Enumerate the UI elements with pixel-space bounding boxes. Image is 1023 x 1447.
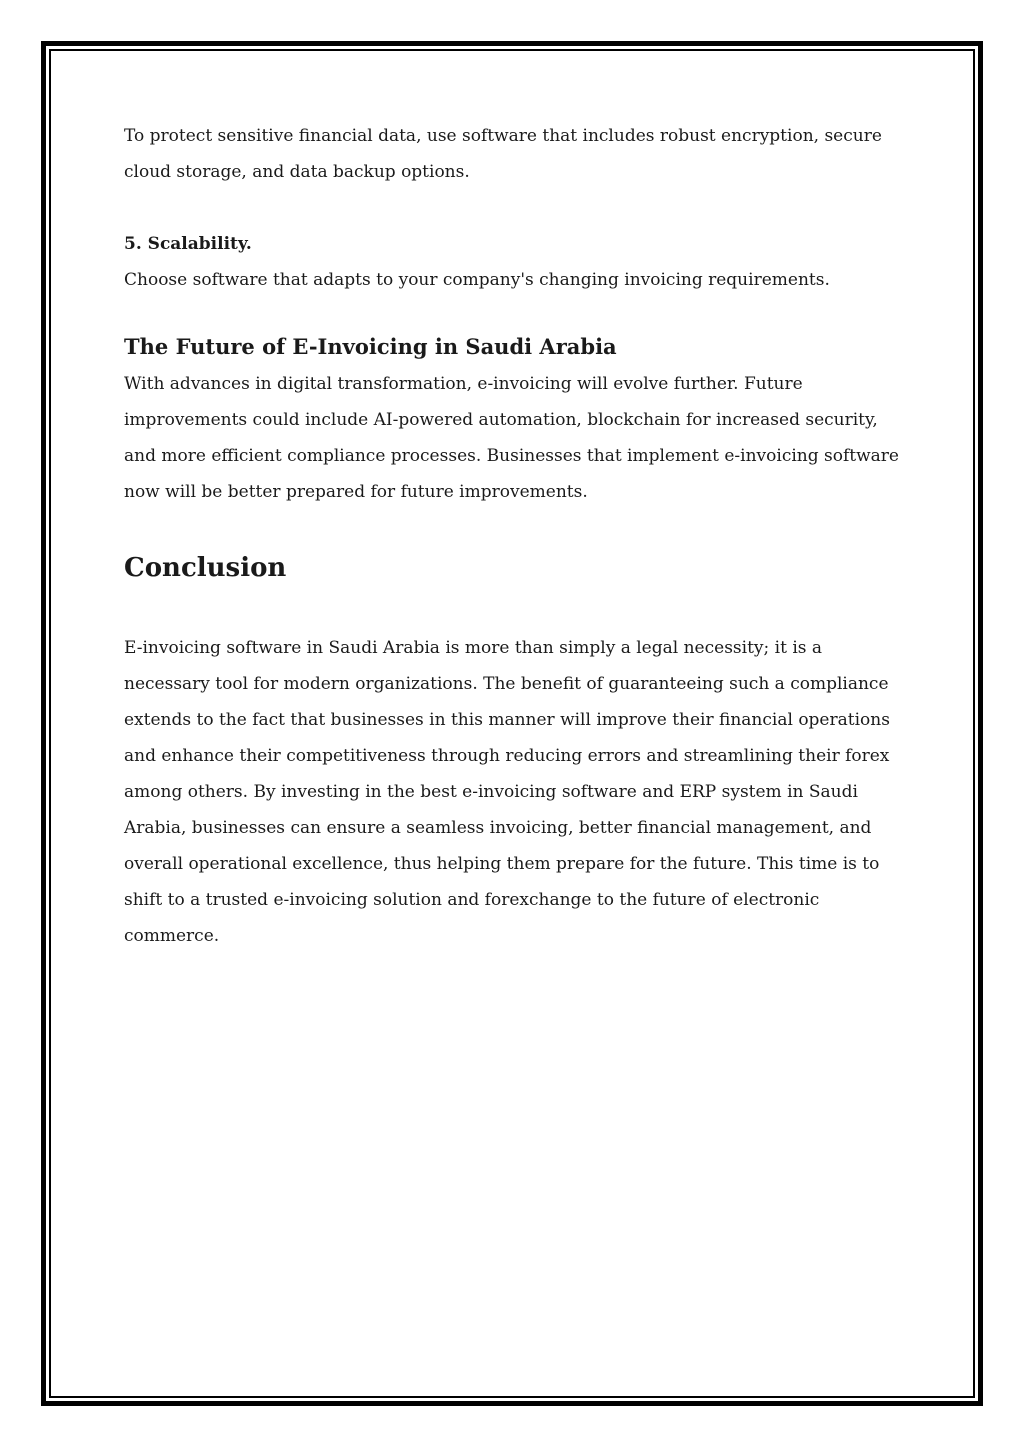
conclusion-heading: Conclusion bbox=[124, 553, 287, 583]
intro-paragraph: To protect sensitive financial data, use software that includes robust encryption, secure cloud storage, and data backup options. bbox=[124, 126, 882, 182]
document-body bbox=[124, 118, 904, 954]
scalability-heading: 5. Scalability. bbox=[124, 234, 252, 254]
scalability-paragraph: Choose software that adapts to your company's changing invoicing requirements. bbox=[124, 270, 830, 290]
future-paragraph: With advances in digital transformation, e-invoicing will evolve further. Future improvements could include AI-powered automation, blockchain for increased security, and more efficient compliance processes. Businesses that implement e-invoicing software now will be better prepared for future improvements. bbox=[124, 374, 899, 502]
future-section-heading: The Future of E-Invoicing in Saudi Arabia bbox=[124, 334, 617, 359]
conclusion-paragraph: E-invoicing software in Saudi Arabia is more than simply a legal necessity; it is a necessary tool for modern organizations. The benefit of guaranteeing such a compliance extends to the fact that businesses in this manner will improve their financial operations and enhance their competitiveness through reducing errors and streamlining their forex among others. By investing in the best e-invoicing software and ERP system in Saudi Arabia, businesses can ensure a seamless invoicing, better financial management, and overall operational excellence, thus helping them prepare for the future. This time is to shift to a trusted e-invoicing solution and forexchange to the future of electronic commerce. bbox=[124, 638, 890, 946]
